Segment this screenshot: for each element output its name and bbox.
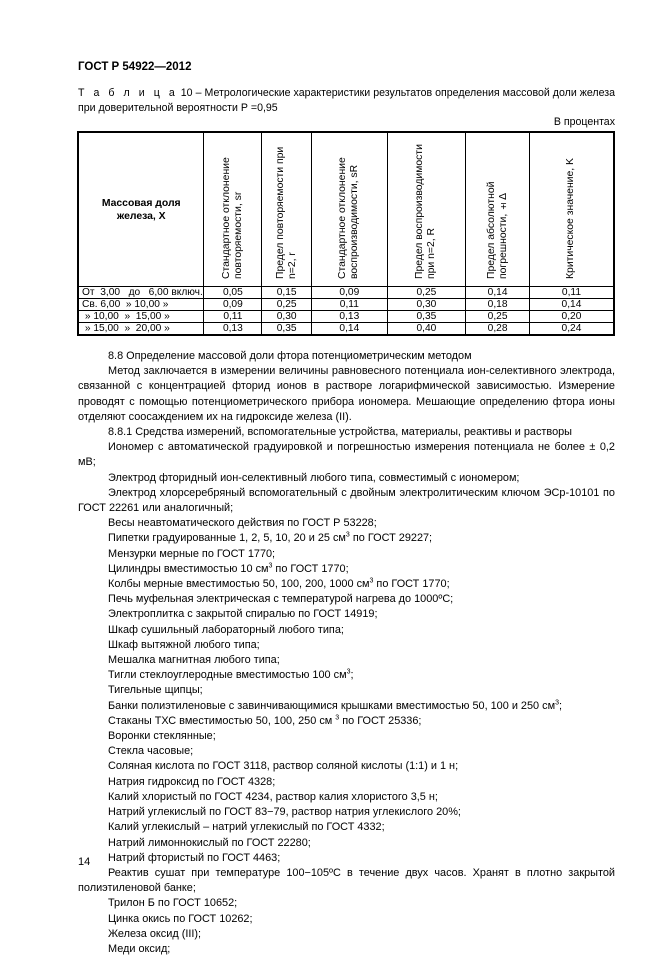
paragraph-text: Мешалка магнитная любого типа; (108, 654, 280, 667)
paragraph (78, 440, 615, 470)
value-cell: 0,13 (204, 323, 262, 336)
paragraph (78, 729, 615, 744)
paragraph (78, 623, 615, 638)
paragraph-tail: по ГОСТ 25336; (339, 714, 422, 727)
value-cell: 0,18 (466, 299, 530, 311)
paragraph (78, 759, 615, 774)
paragraph-text: Цилиндры вместимостью 10 см (108, 562, 269, 575)
paragraph-text: Электрод фторидный ион-селективный любого типа, совместимый с иономером; (108, 471, 520, 484)
range-cell: » 15,00 » 20,00 » (78, 323, 204, 336)
paragraph (78, 638, 615, 653)
value-cell: 0,40 (387, 323, 466, 336)
column-header-label: Предел воспроизводимости при n=2, R (414, 144, 438, 279)
paragraph-text: Воронки стеклянные; (108, 730, 216, 743)
column-header-label: Массовая доля железа, X (101, 197, 181, 222)
value-cell: 0,09 (312, 287, 388, 299)
paragraph-text: Тигли стеклоуглеродные вместимостью 100 см (108, 669, 347, 682)
paragraph (78, 714, 615, 729)
paragraph-text: Реактив сушат при температуре 100−105ºС в течение двух часов. Хранят в плотно закрытой полиэтиленовой банке; (78, 866, 615, 895)
paragraph (78, 607, 615, 622)
value-cell: 0,14 (312, 323, 388, 336)
value-cell: 0,14 (529, 299, 614, 311)
table-row (78, 311, 614, 323)
value-cell: 0,14 (466, 287, 530, 299)
paragraph-text: Меди оксид; (108, 942, 171, 955)
paragraph-text: Трилон Б по ГОСТ 10652; (108, 897, 238, 910)
value-cell: 0,20 (529, 311, 614, 323)
paragraph (78, 471, 615, 486)
paragraph-text: Пипетки градуированные 1, 2, 5, 10, 20 и 25 см (108, 532, 346, 545)
paragraph-text: Стаканы ТХС вместимостью 50, 100, 250 см (108, 714, 336, 727)
paragraph (78, 775, 615, 790)
value-cell: 0,25 (262, 299, 312, 311)
paragraph-text: 8.8.1 Средства измерений, вспомогательные устройства, материалы, реактивы и растворы (108, 426, 573, 439)
column-header (312, 132, 388, 287)
value-cell: 0,11 (204, 311, 262, 323)
metrology-table (77, 131, 615, 336)
superscript: 3 (345, 531, 350, 539)
column-header (262, 132, 312, 287)
paragraph-text: Железа оксид (III); (108, 927, 202, 940)
paragraph (78, 349, 615, 364)
table-units: В процентах (553, 116, 615, 128)
paragraph (78, 683, 615, 698)
paragraph (78, 836, 615, 851)
paragraph-tail: по ГОСТ 29227; (349, 532, 433, 545)
value-cell: 0,11 (529, 287, 614, 299)
paragraph (78, 699, 615, 714)
column-header-label: Критическое значение, K (565, 158, 577, 279)
paragraph-text: Электрод хлорсеребряный вспомогательный с двойным электролитическим ключом ЭСр-10101 по ГОСТ 22261 или аналогичный; (78, 486, 615, 515)
superscript: 3 (346, 668, 351, 676)
paragraph (78, 562, 615, 577)
table-caption-label: Т а б л и ц а (78, 87, 178, 99)
page-number: 14 (78, 856, 91, 868)
column-header (387, 132, 466, 287)
paragraph (78, 668, 615, 683)
value-cell: 0,35 (262, 323, 312, 336)
paragraph (78, 577, 615, 592)
column-header-label: Стандартное отклонение повторяемости, sr (220, 157, 244, 279)
column-header-label: Предел абсолютной погрешности, ±Δ (485, 181, 509, 279)
value-cell: 0,25 (387, 287, 466, 299)
paragraph (78, 744, 615, 759)
paragraph (78, 486, 615, 516)
paragraph-text: Тигельные щипцы; (108, 684, 203, 697)
paragraph (78, 531, 615, 546)
value-cell: 0,35 (387, 311, 466, 323)
table-caption-text: 10 – Метрологические характеристики результатов определения массовой доли железа при доверительной вероятности Р =0,95 (78, 87, 615, 114)
value-cell: 0,24 (529, 323, 614, 336)
superscript: 3 (335, 714, 340, 722)
paragraph (78, 927, 615, 942)
paragraph (78, 896, 615, 911)
range-cell: » 10,00 » 15,00 » (78, 311, 204, 323)
paragraph (78, 653, 615, 668)
paragraph-text: Натрий фтористый по ГОСТ 4463; (108, 851, 281, 864)
table-row (78, 287, 614, 299)
value-cell: 0,28 (466, 323, 530, 336)
paragraph (78, 805, 615, 820)
table-row (78, 299, 614, 311)
paragraph-tail: ; (350, 669, 354, 682)
paragraph-text: Калий углекислый – натрий углекислый по ГОСТ 4332; (108, 821, 385, 834)
value-cell: 0,09 (204, 299, 262, 311)
paragraph-tail: по ГОСТ 1770; (373, 578, 450, 591)
value-cell: 0,05 (204, 287, 262, 299)
column-header-label: Стандартное отклонение воспроизводимости, sR (337, 157, 361, 279)
paragraph-text: Шкаф вытяжной любого типа; (108, 638, 260, 651)
range-cell: Св. 6,00 » 10,00 » (78, 299, 204, 311)
paragraph-text: Натрия гидроксид по ГОСТ 4328; (108, 775, 276, 788)
paragraph (78, 592, 615, 607)
column-header (466, 132, 530, 287)
paragraph-text: Натрий углекислый по ГОСТ 83−79, раствор натрия углекислого 20%; (108, 806, 461, 819)
value-cell: 0,13 (312, 311, 388, 323)
paragraph-text: Печь муфельная электрическая с температурой нагрева до 1000ºС; (108, 593, 454, 606)
paragraph (78, 851, 615, 866)
column-header (78, 132, 204, 287)
paragraph-text: Метод заключается в измерении величины равновесного потенциала ион-селективного электрода, связанной с концентрацией фторид ионов в растворе логарифмической зависимостью. Измерение проводят с помощью потенциометрического прибора иономера. Мешающие определению фтора ионы отделяют соосаждением их на гидроксиде железа (II). (78, 365, 615, 423)
value-cell: 0,30 (387, 299, 466, 311)
paragraph-text: 8.8 Определение массовой доли фтора потенциометрическим методом (108, 350, 472, 362)
column-header-label: Предел повторяемости при n=2, r (274, 146, 298, 279)
paragraph (78, 547, 615, 562)
paragraph-text: Шкаф сушильный лабораторный любого типа; (108, 623, 344, 636)
paragraph-text: Цинка окись по ГОСТ 10262; (108, 912, 253, 925)
paragraph-text: Калий хлористый по ГОСТ 4234, раствор калия хлористого 3,5 н; (108, 790, 438, 803)
paragraph-text: Соляная кислота по ГОСТ 3118, раствор соляной кислоты (1:1) и 1 н; (108, 760, 459, 773)
paragraph-text: Электроплитка с закрытой спиралью по ГОСТ 14919; (108, 608, 378, 621)
paragraph (78, 425, 615, 440)
paragraph-text: Натрий лимоннокислый по ГОСТ 22280; (108, 836, 311, 849)
superscript: 3 (555, 699, 559, 707)
column-header (529, 132, 614, 287)
column-header (204, 132, 262, 287)
table-row (78, 323, 614, 336)
paragraph (78, 912, 615, 927)
value-cell: 0,30 (262, 311, 312, 323)
paragraph (78, 790, 615, 805)
paragraph (78, 364, 615, 425)
paragraph-text: Мензурки мерные по ГОСТ 1770; (108, 547, 276, 560)
table-caption (78, 86, 615, 116)
value-cell: 0,25 (466, 311, 530, 323)
paragraph-tail: ; (558, 699, 562, 712)
value-cell: 0,11 (312, 299, 388, 311)
paragraph (78, 820, 615, 835)
paragraph-text: Стекла часовые; (108, 745, 194, 758)
paragraph (78, 942, 615, 957)
value-cell: 0,15 (262, 287, 312, 299)
superscript: 3 (369, 577, 374, 585)
paragraph-text: Весы неавтоматического действия по ГОСТ Р 53228; (108, 517, 377, 530)
paragraph-tail: по ГОСТ 1770; (272, 562, 349, 575)
range-cell: От 3,00 до 6,00 включ. (78, 287, 204, 299)
document-body (78, 349, 615, 957)
paragraph (78, 516, 615, 531)
document-header: ГОСТ Р 54922—2012 (78, 61, 192, 73)
paragraph-text: Банки полиэтиленовые с завинчивающимися крышками вместимостью 50, 100 и 250 см (108, 699, 556, 712)
paragraph-text: Иономер с автоматической градуировкой и погрешностью измерения потенциала не более ± 0,2 мВ; (78, 441, 615, 469)
paragraph (78, 866, 615, 896)
superscript: 3 (268, 562, 273, 570)
paragraph-text: Колбы мерные вместимостью 50, 100, 200, 1000 см (108, 578, 370, 591)
